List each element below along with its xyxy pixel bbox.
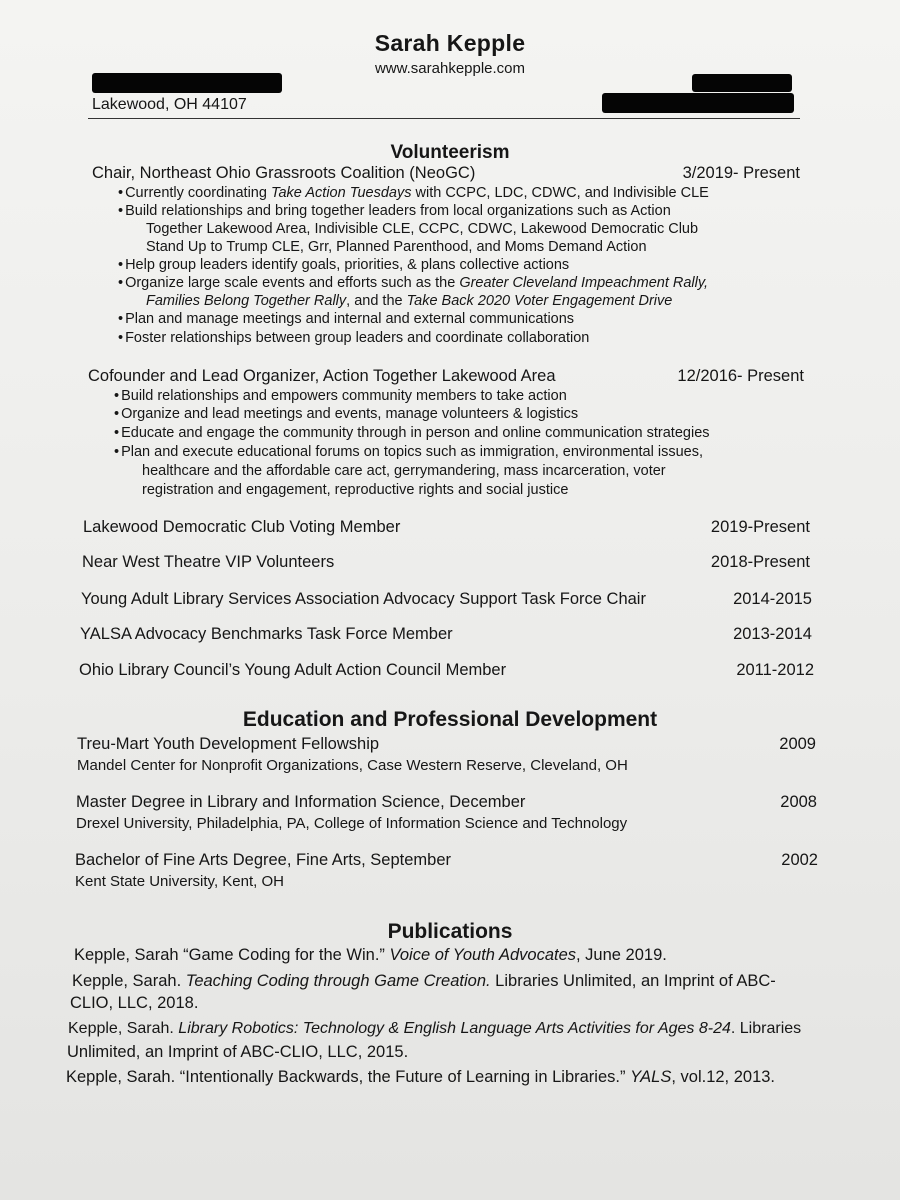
- publication-entry: Kepple, Sarah. Teaching Coding through Game Creation. Libraries Unlimited, an Imprint of ABC-: [72, 972, 776, 990]
- bullet-item: • Foster relationships between group leaders and coordinate collaboration: [118, 330, 589, 346]
- website: www.sarahkepple.com: [374, 60, 526, 77]
- role-title: Cofounder and Lead Organizer, Action Together Lakewood Area: [88, 367, 556, 385]
- bullet-continuation: Stand Up to Trump CLE, Grr, Planned Parenthood, and Moms Demand Action: [146, 239, 647, 255]
- role-dates: 3/2019- Present: [682, 164, 800, 182]
- role-title: Chair, Northeast Ohio Grassroots Coalition (NeoGC): [92, 164, 476, 182]
- role-dates: 12/2016- Present: [677, 367, 804, 385]
- education-year: 2002: [781, 851, 818, 869]
- bullet-item: • Build relationships and empowers community members to take action: [114, 388, 567, 404]
- resume-name: Sarah Kepple: [374, 30, 526, 56]
- volunteer-dates: 2019-Present: [710, 518, 810, 536]
- education-detail: Kent State University, Kent, OH: [75, 873, 284, 890]
- redacted-contact-left: [92, 73, 282, 93]
- bullet-item: • Currently coordinating Take Action Tuesdays with CCPC, LDC, CDWC, and Indivisible CLE: [118, 185, 709, 201]
- publication-entry: Kepple, Sarah “Game Coding for the Win.” Voice of Youth Advocates, June 2019.: [74, 946, 667, 964]
- section-title-education: Education and Professional Development: [242, 708, 658, 731]
- publication-entry: Kepple, Sarah. “Intentionally Backwards, the Future of Learning in Libraries.” YALS, vol.12, 2013.: [66, 1068, 776, 1086]
- bullet-continuation: Together Lakewood Area, Indivisible CLE, CCPC, CDWC, Lakewood Democratic Club: [146, 221, 699, 237]
- bullet-continuation: healthcare and the affordable care act, gerrymandering, mass incarceration, voter: [142, 463, 666, 479]
- volunteer-dates: 2011-2012: [736, 661, 814, 679]
- publication-continuation: Unlimited, an Imprint of ABC-CLIO, LLC, 2015.: [67, 1043, 409, 1061]
- publication-entry: Kepple, Sarah. Library Robotics: Technology & English Language Arts Activities for Ages 8-24. Libraries: [68, 1020, 802, 1037]
- section-title-publications: Publications: [387, 920, 513, 943]
- volunteer-role: Young Adult Library Services Association Advocacy Support Task Force Chair: [81, 590, 646, 608]
- volunteer-dates: 2014-2015: [733, 590, 812, 608]
- bullet-item: • Plan and execute educational forums on topics such as immigration, environmental issues,: [114, 444, 703, 460]
- education-title: Master Degree in Library and Information Science, December: [76, 793, 526, 811]
- publication-continuation: CLIO, LLC, 2018.: [70, 994, 199, 1012]
- education-year: 2009: [779, 735, 816, 753]
- bullet-item: • Help group leaders identify goals, priorities, & plans collective actions: [118, 257, 569, 273]
- volunteer-dates: 2018-Present: [710, 553, 810, 571]
- education-detail: Drexel University, Philadelphia, PA, College of Information Science and Technology: [76, 815, 628, 832]
- header-divider: [88, 118, 800, 119]
- volunteer-role: Ohio Library Council’s Young Adult Action Council Member: [79, 661, 507, 679]
- volunteer-role: Near West Theatre VIP Volunteers: [82, 553, 335, 571]
- city-address: Lakewood, OH 44107: [92, 96, 247, 113]
- education-title: Bachelor of Fine Arts Degree, Fine Arts, September: [75, 851, 452, 869]
- bullet-item: • Educate and engage the community through in person and online communication strategies: [114, 425, 710, 441]
- section-title-volunteerism: Volunteerism: [390, 142, 510, 163]
- redacted-contact-right: [602, 93, 794, 113]
- volunteer-role: Lakewood Democratic Club Voting Member: [83, 518, 401, 536]
- bullet-item: • Build relationships and bring together leaders from local organizations such as Action: [118, 203, 671, 219]
- redacted-contact-right-top: [692, 74, 792, 92]
- bullet-continuation: registration and engagement, reproductive rights and social justice: [142, 482, 569, 498]
- education-year: 2008: [780, 793, 817, 811]
- bullet-item: • Organize and lead meetings and events, manage volunteers & logistics: [114, 406, 578, 422]
- bullet-continuation: Families Belong Together Rally, and the Take Back 2020 Voter Engagement Drive: [146, 293, 673, 309]
- bullet-item: • Plan and manage meetings and internal and external communications: [118, 311, 574, 327]
- bullet-item: • Organize large scale events and efforts such as the Greater Cleveland Impeachment Rally,: [118, 275, 708, 291]
- education-detail: Mandel Center for Nonprofit Organizations, Case Western Reserve, Cleveland, OH: [77, 757, 628, 774]
- volunteer-role: YALSA Advocacy Benchmarks Task Force Member: [80, 625, 453, 643]
- volunteer-dates: 2013-2014: [733, 625, 812, 643]
- education-title: Treu-Mart Youth Development Fellowship: [77, 735, 380, 753]
